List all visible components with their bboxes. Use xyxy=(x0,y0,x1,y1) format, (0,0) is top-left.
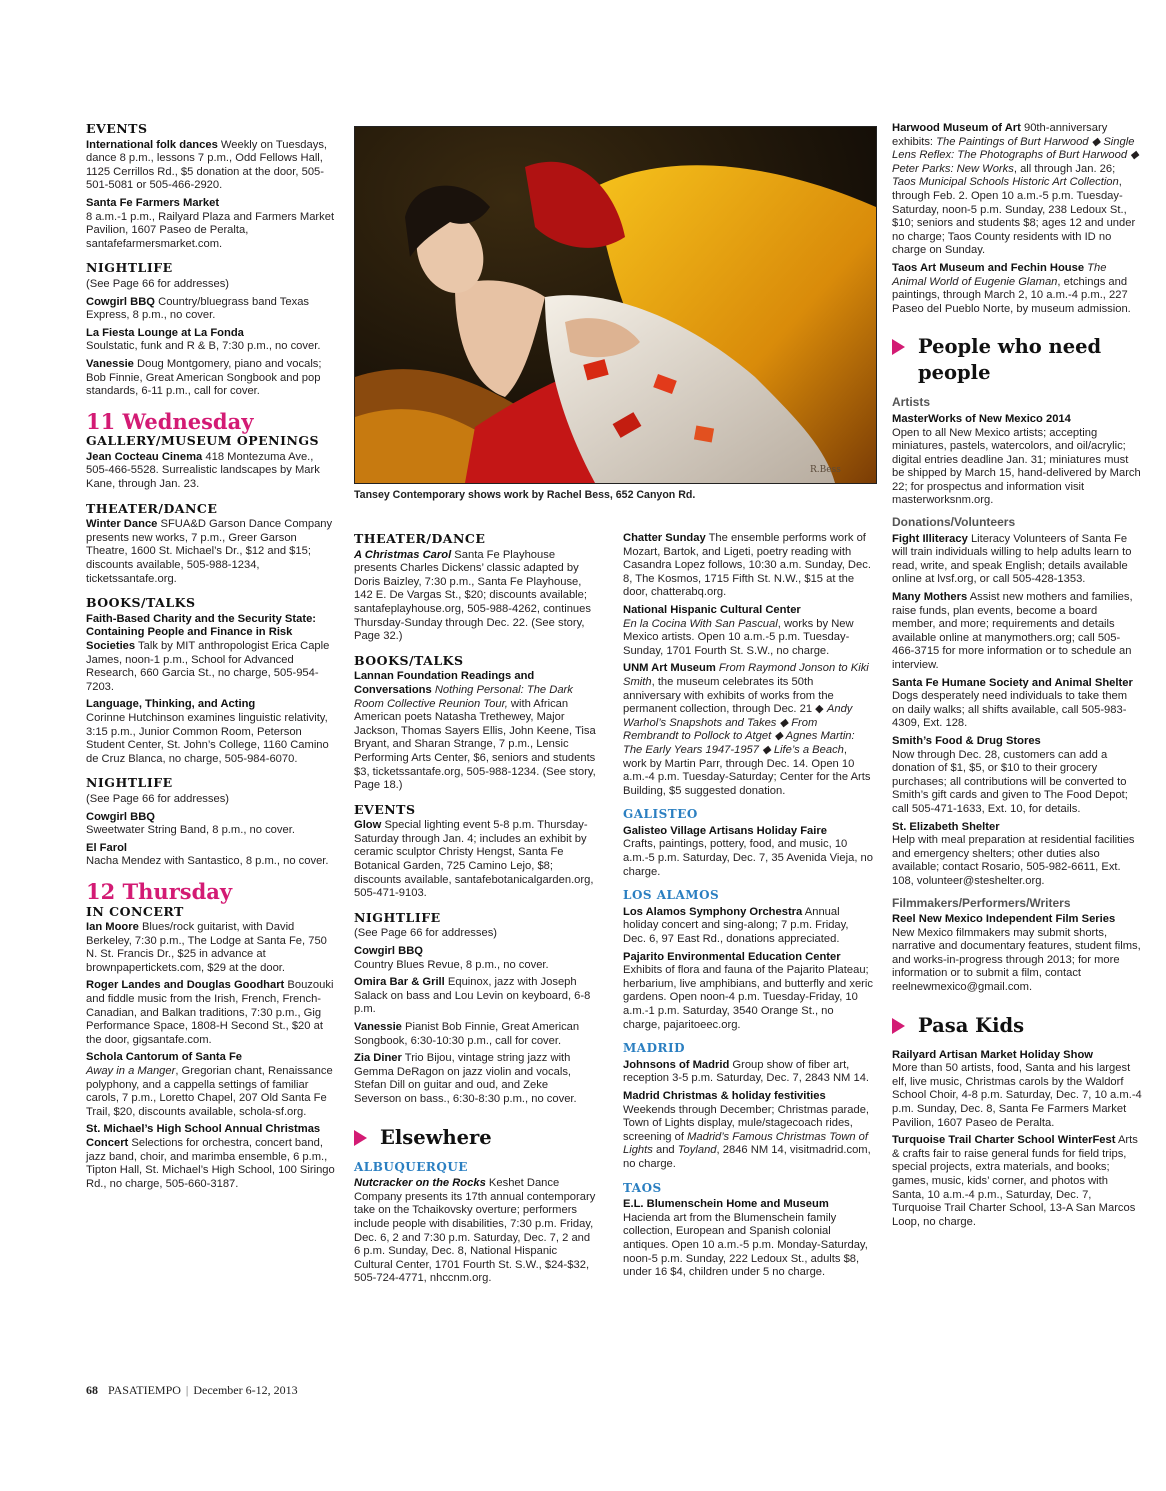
region-heading-albuquerque: ALBUQUERQUE xyxy=(354,1159,468,1174)
listing: Cowgirl BBQ Country Blues Revue, 8 p.m., no cover. xyxy=(354,945,549,971)
listing: Cowgirl BBQ Country/bluegrass band Texas Express, 8 p.m., no cover. xyxy=(86,295,310,322)
region-heading-los-alamos: LOS ALAMOS xyxy=(623,888,720,903)
section-heading-nightlife: NIGHTLIFE xyxy=(86,260,173,276)
painting-illustration xyxy=(355,127,876,483)
listing: MasterWorks of New Mexico 2014 Open to all New Mexico artists; accepting miniatures, pastels, watercolors, and oil/acrylic; digital entries deadline Jan. 31; miniatures must be shipped by March 15, hand-delivered by March 22; for prospectus and information visit masterworksnm.org. xyxy=(892,412,1141,507)
heading-people-who-need-people: People who need people xyxy=(892,334,1142,386)
address-note: (See Page 66 for addresses) xyxy=(86,277,230,290)
section-heading-gallery: GALLERY/MUSEUM OPENINGS xyxy=(86,433,320,449)
region-heading-madrid: MADRID xyxy=(623,1041,685,1056)
column-3 xyxy=(623,532,873,1284)
listing: Reel New Mexico Independent Film Series New Mexico filmmakers may submit shorts, narrative and documentary features, student films, and works-in-progress through 2013; for more information or to submit a film, contact reelnewmexico@gmail.com. xyxy=(892,913,1141,994)
day-heading-thursday: 12 Thursday xyxy=(86,878,233,904)
footer-separator: | xyxy=(185,1383,189,1397)
category-heading-filmmakers: Filmmakers/Performers/Writers xyxy=(892,895,1071,910)
section-heading-nightlife: NIGHTLIFE xyxy=(86,775,173,791)
listing: Zia Diner Trio Bijou, vintage string jazz with Gemma DeRagon on jazz violin and vocals, Stefan Dill on guitar and oud, and Zeke Severson on bass., 6:30-8:30 p.m., no cover. xyxy=(354,1052,577,1105)
column-1 xyxy=(86,122,336,1195)
triangle-bullet-icon xyxy=(354,1130,367,1146)
address-note: (See Page 66 for addresses) xyxy=(86,792,230,805)
listing: Galisteo Village Artisans Holiday Faire Crafts, paintings, pottery, food, and music, 10 a.m.-5 p.m. Saturday, Dec. 7, 35 Avenida Vieja, no charge. xyxy=(623,824,873,878)
section-heading-nightlife: NIGHTLIFE xyxy=(354,909,441,925)
listing: Johnsons of Madrid Group show of fiber art, reception 3-5 p.m. Saturday, Dec. 7, 2843 NM 14. xyxy=(623,1058,870,1085)
listing: International folk dances Weekly on Tuesdays, dance 8 p.m., lessons 7 p.m., Odd Fellows Hall, 1125 Cerrillos Rd., $5 donation at the door, 505-501-5081 or 505-466-2920. xyxy=(86,138,328,192)
address-note: (See Page 66 for addresses) xyxy=(354,927,498,940)
listing: Language, Thinking, and Acting Corinne Hutchinson examines linguistic relativity, 3:15 p.m., Junior Common Room, Peterson Student Center, St. John’s College, 1160 Camino de Cruz Blanca, no charge, 505-984-6070. xyxy=(86,698,329,765)
heading-elsewhere: Elsewhere xyxy=(354,1125,598,1151)
listing: La Fiesta Lounge at La Fonda Soulstatic, funk and R & B, 7:30 p.m., no cover. xyxy=(86,326,321,353)
heading-pasa-kids: Pasa Kids xyxy=(892,1013,1142,1039)
section-heading-events: EVENTS xyxy=(86,121,148,136)
artist-signature: R.Bess xyxy=(810,465,841,475)
triangle-bullet-icon xyxy=(892,339,905,355)
listing: Roger Landes and Douglas Goodhart Bouzouki and fiddle music from the Irish, French, French-Canadian, and Balkan traditions, 7:30 p.m., Gig Performance Space, 1808-H Second St., $20 at the door, gigsantafe.com. xyxy=(86,979,334,1046)
listing: Winter Dance SFUA&D Garson Dance Company presents new works, 7 p.m., Greer Garson Theatre, 1600 St. Michael’s Dr., $12 and $15; discounts available, 505-988-1234, ticketssantafe.org. xyxy=(86,518,333,585)
listing: Santa Fe Farmers Market 8 a.m.-1 p.m., Railyard Plaza and Farmers Market Pavilion, 1607 Paseo de Peralta, santafefarmersmarket.com. xyxy=(86,196,335,250)
page-number: 68 xyxy=(86,1383,98,1397)
listing: Los Alamos Symphony Orchestra Annual holiday concert and sing-along; 7 p.m. Friday, Dec. 6, 97 East Rd., donations appreciated. xyxy=(623,905,849,946)
listing: Madrid Christmas & holiday festivities Weekends through December; Christmas parade, Town of Lights display, mule/stagecoach rides, screening of Madrid’s Famous Christmas Town of Lights and Toyland, 2846 NM 14, visitmadrid.com, no charge. xyxy=(623,1089,871,1170)
category-heading-artists: Artists xyxy=(892,395,931,410)
publication-name: PASATIEMPO xyxy=(108,1383,181,1397)
region-heading-taos: TAOS xyxy=(623,1180,662,1195)
listing: Fight Illiteracy Literacy Volunteers of Santa Fe will train individuals willing to help adults learn to read, write, and speak English; details available online at lvsf.org, or call 505-428-1353. xyxy=(892,532,1132,586)
listing: Lannan Foundation Readings and Conversations Nothing Personal: The Dark Room Collective Reunion Tour, with African American poets Natasha Trethewey, Major Jackson, Thomas Sayers Ellis, John Keene, Tisa Bryant, and Sharan Strange, 7 p.m., Lensic Performing Arts Center, $6, seniors and students $3, ticketssantafe.org, 505-988-1234. (See story, Page 18.) xyxy=(354,670,596,792)
page-footer xyxy=(86,1383,298,1398)
listing: Ian Moore Blues/rock guitarist, with David Berkeley, 7:30 p.m., The Lodge at Santa Fe, 750 N. St. Francis Dr., $25 in advance at brownpapertickets.com, $29 at the door. xyxy=(86,921,327,974)
listing: Chatter Sunday The ensemble performs work of Mozart, Bartok, and Ligeti, poetry reading with Casandra Lopez follows, 10:30 a.m. Sunday, Dec. 8, The Kosmos, 1715 Fifth St. N.W., $15 at the door, chatterabq.org. xyxy=(623,532,871,599)
listing: Smith’s Food & Drug Stores Now through Dec. 28, customers can add a donation of $1, $5, or $10 to their grocery purchases; all contributions will be converted to Smith’s gift cards and given to The Food Depot; call 505-471-1633, Ext. 10, for details. xyxy=(892,734,1128,815)
region-heading-galisteo: GALISTEO xyxy=(623,807,698,822)
section-heading-theater: THEATER/DANCE xyxy=(354,531,486,546)
listing: El Farol Nacha Mendez with Santastico, 8 p.m., no cover. xyxy=(86,841,329,868)
section-heading-books: BOOKS/TALKS xyxy=(354,652,464,668)
listing: Vanessie Doug Montgomery, piano and vocals; Bob Finnie, Great American Songbook and pop standards, 6-11 p.m., call for cover. xyxy=(86,357,322,398)
listing: Omira Bar & Grill Equinox, jazz with Joseph Salack on bass and Lou Levin on keyboard, 6-8 p.m. xyxy=(354,976,591,1016)
listing: Turquoise Trail Charter School WinterFest Arts & crafts fair to raise general funds for field trips, special projects, extra materials, and books; games, music, kids’ corner, and photos with Santa, 10 a.m.-4 p.m., Saturday, Dec. 7, Turquoise Trail Charter School, 13-A San Marcos Loop, no charge. xyxy=(892,1134,1138,1228)
section-heading-events: EVENTS xyxy=(354,801,416,817)
column-4 xyxy=(892,122,1142,1233)
listing: Railyard Artisan Market Holiday Show More than 50 artists, food, Santa and his largest elf, live music, Christmas carols by the Waldorf School Choir, 4-8 p.m. Saturday, Dec. 7, 10 a.m.-4 p.m. Sunday, Dec. 8, Santa Fe Farmers Market Pavilion, 1607 Paseo de Peralta. xyxy=(892,1048,1142,1129)
listing: St. Elizabeth Shelter Help with meal preparation at residential facilities and emergency shelters; other duties also available; contact Rosario, 505-982-6611, Ext. 108, volunteer@steshelter.org. xyxy=(892,820,1135,887)
listing: Pajarito Environmental Education Center Exhibits of flora and fauna of the Pajarito Plateau; herbarium, live amphibians, and butterfly and xeric gardens. Open noon-4 p.m. Tuesday-Friday, 10 a.m.-1 p.m. Saturday, 3540 Orange St., no charge, pajaritoeec.org. xyxy=(623,950,873,1031)
listing: Vanessie Pianist Bob Finnie, Great American Songbook, 6:30-10:30 p.m., call for cover. xyxy=(354,1021,580,1047)
listing: E.L. Blumenschein Home and Museum Hacienda art from the Blumenschein family collection, European and Spanish colonial antiques. Open 10 a.m.-5 p.m. Monday-Saturday, noon-5 p.m. Sunday, 222 Ledoux St., adults $8, under 16 $4, children under 5 no charge. xyxy=(623,1198,868,1279)
listing: Glow Special lighting event 5-8 p.m. Thursday-Saturday through Jan. 4; includes an exhibit by ceramic sculptor Christy Hengst, Santa Fe Botanical Garden, 725 Camino Lejo, $8; discounts available, santafebotanicalgarden.org, 505-471-9103. xyxy=(354,819,594,900)
column-2 xyxy=(354,532,598,1290)
painting-photo xyxy=(354,126,877,484)
day-heading-wednesday: 11 Wednesday xyxy=(86,408,254,434)
category-heading-donations: Donations/Volunteers xyxy=(892,515,1016,530)
listing: UNM Art Museum From Raymond Jonson to Kiki Smith, the museum celebrates its 50th anniversary with exhibits of works from the permanent collection, through Dec. 21 ◆ Andy Warhol’s Snapshots and Takes ◆ From Rembrandt to Pollock to Atget ◆ Agnes Martin: The Early Years 1947-1957 ◆ Life’s a Beach, work by Martin Parr, through Dec. 14. Open 10 a.m.-4 p.m. Tuesday-Saturday; Center for the Arts Building, $5 suggested donation. xyxy=(623,662,871,797)
listing: Nutcracker on the Rocks Keshet Dance Company presents its 17th annual contemporary take on the Tchaikovsky overture; performers include people with disabilities, 7:30 p.m. Friday, Dec. 6, 2 and 7:30 p.m. Saturday, Dec. 7, 2 and 6 p.m. Sunday, Dec. 8, National Hispanic Cultural Center, 1701 Fourth St. S.W., $24-$32, 505-724-4771, nhccnm.org. xyxy=(354,1177,596,1285)
triangle-bullet-icon xyxy=(892,1018,905,1034)
listing: Harwood Museum of Art 90th-anniversary exhibits: The Paintings of Burt Harwood ◆ Single Lens Reflex: The Photographs of Burt Harwood ◆ Peter Parks: New Works, all through Jan. 26; Taos Municipal Schools Historic Art Collection, through Feb. 2. Open 10 a.m.-5 p.m. Tuesday-Saturday, noon-5 p.m. Sunday, 238 Ledoux St., $10; seniors and students $8; ages 12 and under no charge; Taos County residents with ID no charge on Sunday. xyxy=(892,122,1139,257)
listing: Schola Cantorum of Santa Fe Away in a Manger, Gregorian chant, Renaissance polyphony, and a cappella settings of familiar carols, 7 p.m., Loretto Chapel, 207 Old Santa Fe Trail, $20, discounts available, schola-sf.org. xyxy=(86,1051,333,1118)
listing: Taos Art Museum and Fechin House The Animal World of Eugenie Glaman, etchings and paintings, through March 2, 10 a.m.-4 p.m., 227 Paseo del Pueblo Norte, by museum admission. xyxy=(892,261,1131,315)
listing: Cowgirl BBQ Sweetwater String Band, 8 p.m., no cover. xyxy=(86,810,295,837)
listing: Many Mothers Assist new mothers and families, raise funds, plan events, become a board member, and more; requirements and details available online at manymothers.org; call 505-466-3715 for more information or to schedule an interview. xyxy=(892,591,1133,671)
photo-caption: Tansey Contemporary shows work by Rachel Bess, 652 Canyon Rd. xyxy=(354,489,696,501)
listing: St. Michael’s High School Annual Christmas Concert Selections for orchestra, concert band, jazz band, choir, and marimba ensemble, 6 p.m., Tipton Hall, St. Michael’s High School, 100 Siringo Rd., no charge, 505-660-3187. xyxy=(86,1123,335,1190)
listing: A Christmas Carol Santa Fe Playhouse presents Charles Dickens’ classic adapted by Doris Baizley, 7:30 p.m., Santa Fe Playhouse, 142 E. De Vargas St., $20; discounts available; santafeplayhouse.org, 505-988-4262, continues Thursday-Sunday through Dec. 22. (See story, Page 32.) xyxy=(354,548,591,643)
issue-date: December 6-12, 2013 xyxy=(193,1383,298,1397)
listing: National Hispanic Cultural Center En la Cocina With San Pascual, works by New Mexico artists. Open 10 a.m.-5 p.m. Tuesday-Sunday, 1701 Fourth St. S.W., no charge. xyxy=(623,603,854,657)
section-heading-books: BOOKS/TALKS xyxy=(86,595,196,611)
listing: Santa Fe Humane Society and Animal Shelter Dogs desperately need individuals to take them on daily walks; all shifts available, call 505-983-4309, Ext. 128. xyxy=(892,676,1133,730)
listing: Faith-Based Charity and the Security State: Containing People and Finance in Risk Societies Talk by MIT anthropologist Erica Caple James, noon-1 p.m., School for Advanced Research, 660 Garcia St., no charge, 505-954-7203. xyxy=(86,612,330,693)
section-heading-theater: THEATER/DANCE xyxy=(86,500,218,516)
section-heading-concert: IN CONCERT xyxy=(86,903,184,919)
listing: Jean Cocteau Cinema 418 Montezuma Ave., 505-466-5528. Surrealistic landscapes by Mark Kane, through Jan. 23. xyxy=(86,450,320,491)
